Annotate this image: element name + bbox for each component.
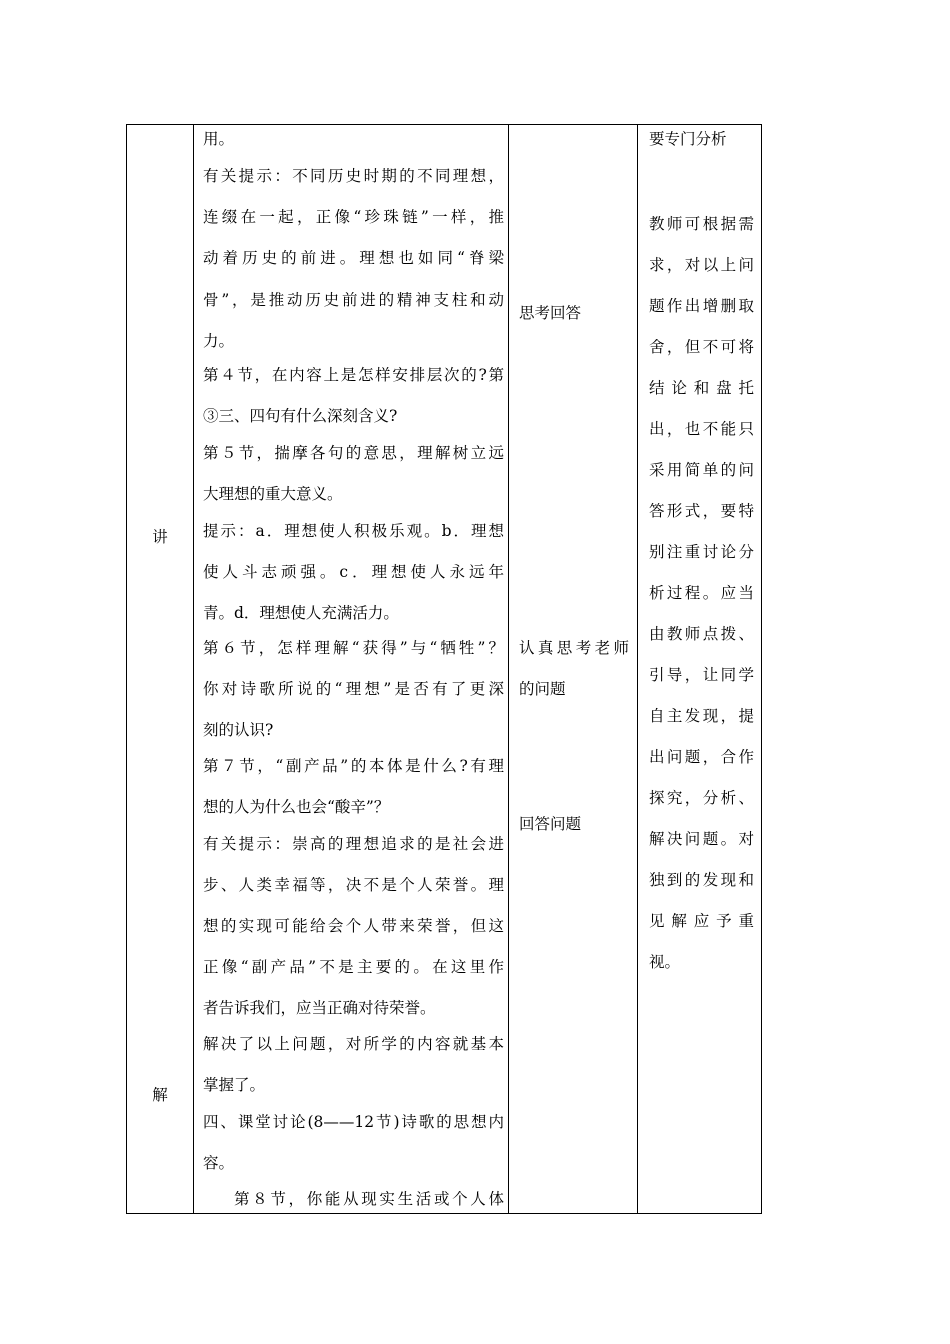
content-line: 解决了以上问题，对所学的内容就基本 (203, 1035, 504, 1053)
note-line: 舍，但不可将 (649, 338, 754, 356)
content-line: 大理想的重大意义。 (203, 485, 343, 503)
content-line: 者告诉我们，应当正确对待荣誉。 (203, 999, 436, 1017)
section-label-column (127, 125, 193, 1213)
section-label-top: 讲 (152, 528, 168, 546)
content-line: 青。d．理想使人充满活力。 (203, 604, 399, 622)
content-line: ③三、四句有什么深刻含义? (203, 407, 398, 425)
content-line: 刻的认识? (203, 721, 274, 739)
content-line: 提示：a．理想使人积极乐观。b．理想 (203, 522, 504, 540)
content-line: 第８节，你能从现实生活或个人体 (234, 1190, 504, 1208)
note-line: 要专门分析 (649, 130, 727, 148)
activity-answer-question: 回答问题 (519, 815, 582, 833)
content-line: 步、人类幸福等，决不是个人荣誉。理 (203, 876, 504, 894)
note-line: 结论和盘托 (649, 379, 754, 397)
design-notes-column (638, 125, 761, 1213)
content-line: 第６节，怎样理解“获得”与“牺牲”？ (203, 639, 504, 657)
content-line: 想的实现可能给会个人带来荣誉，但这 (203, 917, 504, 935)
note-line: 析过程。应当 (649, 584, 754, 602)
note-line: 自主发现，提 (649, 707, 754, 725)
note-line: 采用简单的问 (649, 461, 754, 479)
activity-think-question-cont: 的问题 (519, 680, 566, 698)
lesson-table (126, 124, 762, 1214)
note-line: 教师可根据需 (649, 215, 754, 233)
activity-think-question: 认真思考老师 (519, 639, 629, 657)
content-line: 掌握了。 (203, 1076, 266, 1094)
content-line: 使人斗志顽强。c．理想使人永远年 (203, 563, 504, 581)
activity-think-answer: 思考回答 (519, 304, 582, 322)
content-line: 有关提示：崇高的理想追求的是社会进 (203, 835, 504, 853)
note-line: 独到的发现和 (649, 871, 754, 889)
note-line: 别注重讨论分 (649, 543, 754, 561)
note-line: 答形式，要特 (649, 502, 754, 520)
section-label-bottom: 解 (152, 1086, 168, 1104)
content-line: 用。 (203, 130, 235, 148)
content-line: 动着历史的前进。理想也如同“脊梁 (203, 249, 504, 267)
note-line: 题作出增删取 (649, 297, 754, 315)
content-line: 第４节，在内容上是怎样安排层次的?第 (203, 366, 504, 384)
note-line: 解决问题。对 (649, 830, 754, 848)
note-line: 探究，分析、 (649, 789, 754, 807)
content-line: 骨”，是推动历史前进的精神支柱和动 (203, 291, 504, 309)
note-line: 引导，让同学 (649, 666, 754, 684)
note-line: 见解应予重 (649, 912, 754, 930)
note-line: 出，也不能只 (649, 420, 754, 438)
content-line: 正像“副产品”不是主要的。在这里作 (203, 958, 504, 976)
content-line: 连缀在一起，正像“珍珠链”一样，推 (203, 208, 504, 226)
note-line: 出问题，合作 (649, 748, 754, 766)
note-line: 视。 (649, 953, 681, 971)
student-activity-column (509, 125, 637, 1213)
content-line: 想的人为什么也会“酸辛”？ (203, 798, 390, 816)
content-line: 你对诗歌所说的“理想”是否有了更深 (203, 680, 504, 698)
note-line: 求，对以上问 (649, 256, 754, 274)
content-line: 力。 (203, 332, 235, 350)
content-line: 容。 (203, 1154, 235, 1172)
teaching-content-column (194, 125, 508, 1213)
content-line: 第５节，揣摩各句的意思，理解树立远 (203, 444, 504, 462)
content-line: 有关提示：不同历史时期的不同理想， (203, 167, 504, 185)
content-line: 四、课堂讨论(8——12节)诗歌的思想内 (203, 1113, 504, 1131)
content-line: 第７节，“副产品”的本体是什么?有理 (203, 757, 504, 775)
note-line: 由教师点拨、 (649, 625, 754, 643)
